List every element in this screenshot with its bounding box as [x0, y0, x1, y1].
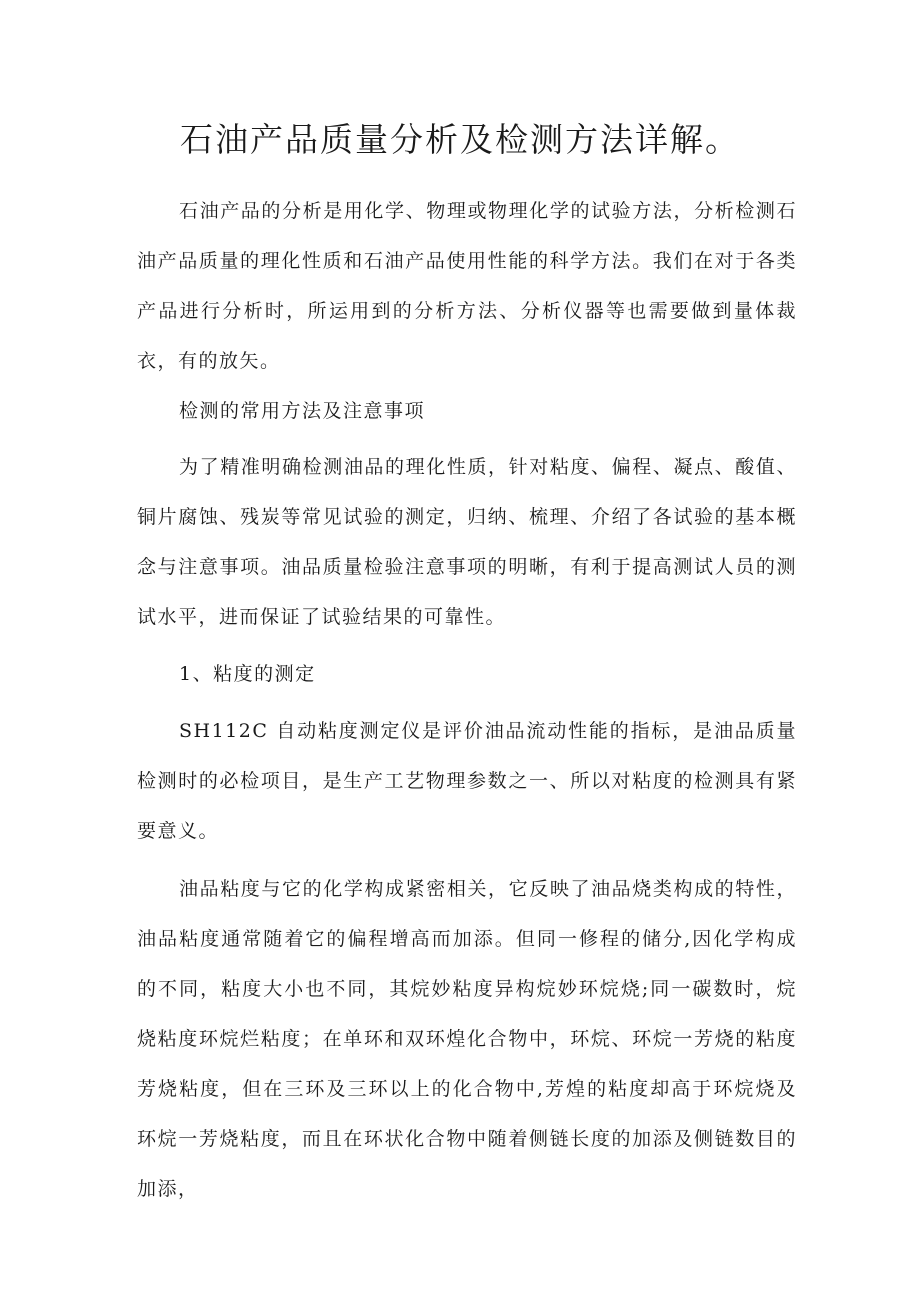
- section-heading: 检测的常用方法及注意事项: [179, 400, 426, 422]
- viscosity-intro-paragraph: SH112C 自动粘度测定仪是评价油品流动性能的指标，是油品质量检测时的必检项目，是生产工艺物理参数之一、所以对粘度的检测具有紧要意义。: [137, 720, 797, 842]
- intro-paragraph: 石油产品的分析是用化学、物理或物理化学的试验方法，分析检测石油产品质量的理化性质和石油产品使用性能的科学方法。我们在对于各类产品进行分析时，所运用到的分析方法、分析仪器等也需要做到量体裁衣，有的放矢。: [137, 200, 797, 372]
- document-title: 石油产品质量分析及检测方法详解。: [180, 120, 740, 159]
- section-body-paragraph: 为了精准明确检测油品的理化性质，针对粘度、偏程、凝点、酸值、铜片腐蚀、残炭等常见试验的测定，归纳、梳理、介绍了各试验的基本概念与注意事项。油品质量检验注意事项的明晰，有利于提高测试人员的测试水平，进而保证了试验结果的可靠性。: [137, 456, 797, 628]
- viscosity-detail-paragraph: 油品粘度与它的化学构成紧密相关，它反映了油品烧类构成的特性，油品粘度通常随着它的偏程增高而加添。但同一修程的储分,因化学构成的不同，粘度大小也不同，其烷妙粘度异构烷妙环烷烧;同一碳数时，烷烧粘度环烷烂粘度；在单环和双环煌化合物中，环烷、环烷一芳烧的粘度芳烧粘度，但在三环及三环以上的化合物中,芳煌的粘度却高于环烷烧及环烷一芳烧粘度，而且在环状化合物中随着侧链长度的加添及侧链数目的加添，: [137, 878, 797, 1200]
- subsection-heading: 1、粘度的测定: [179, 663, 316, 685]
